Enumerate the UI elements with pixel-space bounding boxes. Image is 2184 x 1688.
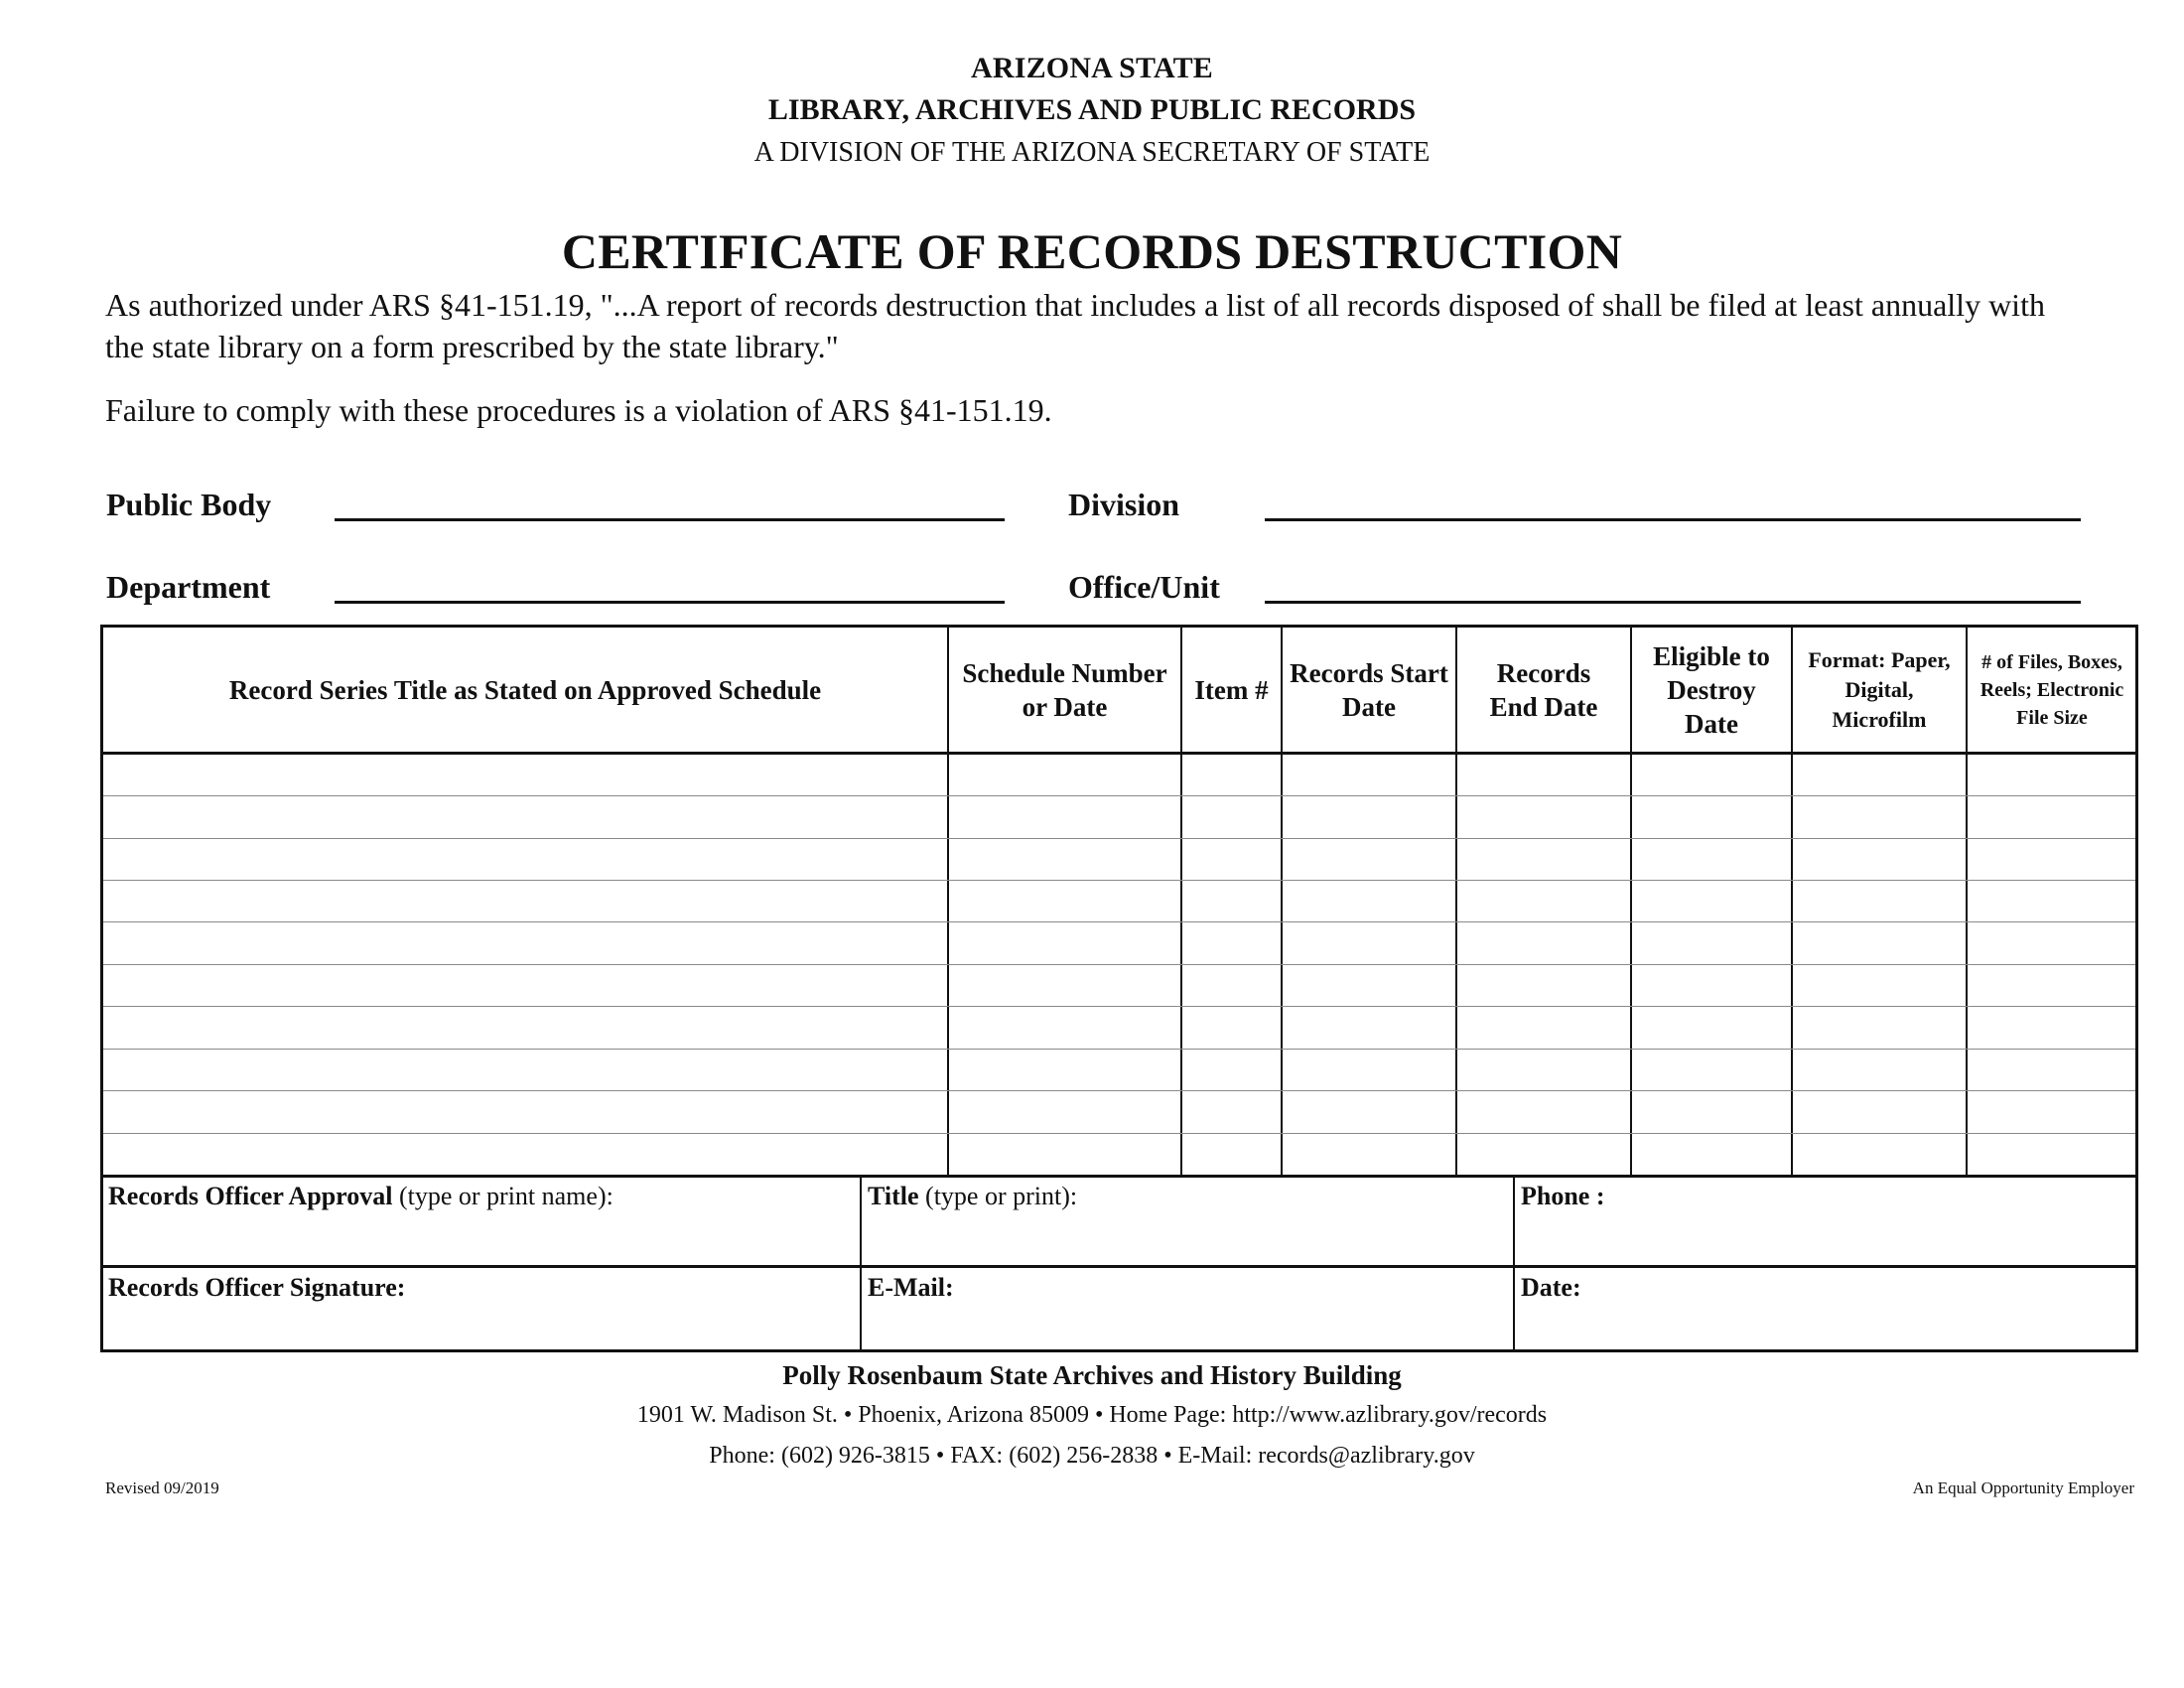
division-field[interactable]: [1265, 518, 2081, 521]
compliance-paragraph: Failure to comply with these procedures is a violation of ARS §41-151.19.: [105, 392, 1052, 428]
approval-section-divider: [103, 1175, 2135, 1178]
table-row[interactable]: [103, 1006, 2135, 1007]
table-row[interactable]: [103, 795, 2135, 796]
public-body-label: Public Body: [106, 487, 272, 522]
equal-opportunity-note: An Equal Opportunity Employer: [1912, 1478, 2134, 1497]
table-row[interactable]: [103, 921, 2135, 922]
header-end-date: Records End Date: [1489, 657, 1598, 722]
archives-contact: Phone: (602) 926-3815 • FAX: (602) 256-2838 • E-Mail: records@azlibrary.gov: [709, 1443, 1475, 1469]
table-row[interactable]: [103, 880, 2135, 881]
archives-building-name: Polly Rosenbaum State Archives and History Building: [782, 1360, 1402, 1390]
officer-approval-hint: (type or print name):: [392, 1182, 614, 1210]
office-unit-label: Office/Unit: [1068, 569, 1220, 605]
division-label: Division: [1068, 487, 1180, 522]
table-header-divider: [103, 752, 2135, 755]
date-field[interactable]: Date:: [1521, 1273, 1581, 1302]
header-schedule-number: Schedule Number or Date: [962, 657, 1167, 722]
records-table: [100, 625, 2138, 1352]
department-field[interactable]: [335, 601, 1005, 604]
approval-column-divider: [860, 1176, 862, 1352]
agency-division: A DIVISION OF THE ARIZONA SECRETARY OF STATE: [753, 137, 1431, 168]
header-start-date: Records Start Date: [1290, 657, 1448, 722]
archives-address: 1901 W. Madison St. • Phoenix, Arizona 85009 • Home Page: http://www.azlibrary.gov/records: [636, 1402, 1548, 1428]
phone-field[interactable]: Phone :: [1521, 1182, 1605, 1210]
public-body-field[interactable]: [335, 518, 1005, 521]
approval-row-divider: [103, 1265, 2135, 1268]
table-row[interactable]: [103, 1049, 2135, 1050]
header-series-title: Record Series Title as Stated on Approved Schedule: [228, 674, 822, 705]
officer-approval-field[interactable]: [108, 1182, 614, 1211]
approval-column-divider: [1513, 1176, 1515, 1352]
email-field[interactable]: E-Mail:: [868, 1273, 954, 1302]
page-title: CERTIFICATE OF RECORDS DESTRUCTION: [561, 223, 1623, 279]
table-row[interactable]: [103, 1133, 2135, 1134]
revision-date: Revised 09/2019: [105, 1478, 219, 1497]
officer-title-label: Title: [868, 1182, 919, 1210]
department-label: Department: [106, 569, 271, 605]
officer-signature-field[interactable]: Records Officer Signature:: [108, 1273, 406, 1302]
officer-title-hint: (type or print):: [918, 1182, 1078, 1210]
officer-title-field[interactable]: [868, 1182, 1077, 1211]
officer-approval-label: Records Officer Approval: [108, 1182, 393, 1210]
agency-name: ARIZONA STATE: [970, 52, 1214, 84]
header-eligible-date: Eligible to Destroy Date: [1653, 640, 1770, 739]
header-item-number: Item #: [1194, 674, 1269, 705]
table-row[interactable]: [103, 1090, 2135, 1091]
header-file-count: # of Files, Boxes, Reels; Electronic File Size: [1979, 650, 2124, 729]
header-format: Format: Paper, Digital, Microfilm: [1808, 646, 1951, 732]
office-unit-field[interactable]: [1265, 601, 2081, 604]
table-row[interactable]: [103, 838, 2135, 839]
authorization-paragraph: As authorized under ARS §41-151.19, "...A report of records destruction that includes a list of all records disposed of shall be filed at least annually with the state library on a form prescribed by the state library.": [105, 287, 2045, 364]
agency-library-name: LIBRARY, ARCHIVES AND PUBLIC RECORDS: [767, 93, 1417, 126]
table-row[interactable]: [103, 964, 2135, 965]
